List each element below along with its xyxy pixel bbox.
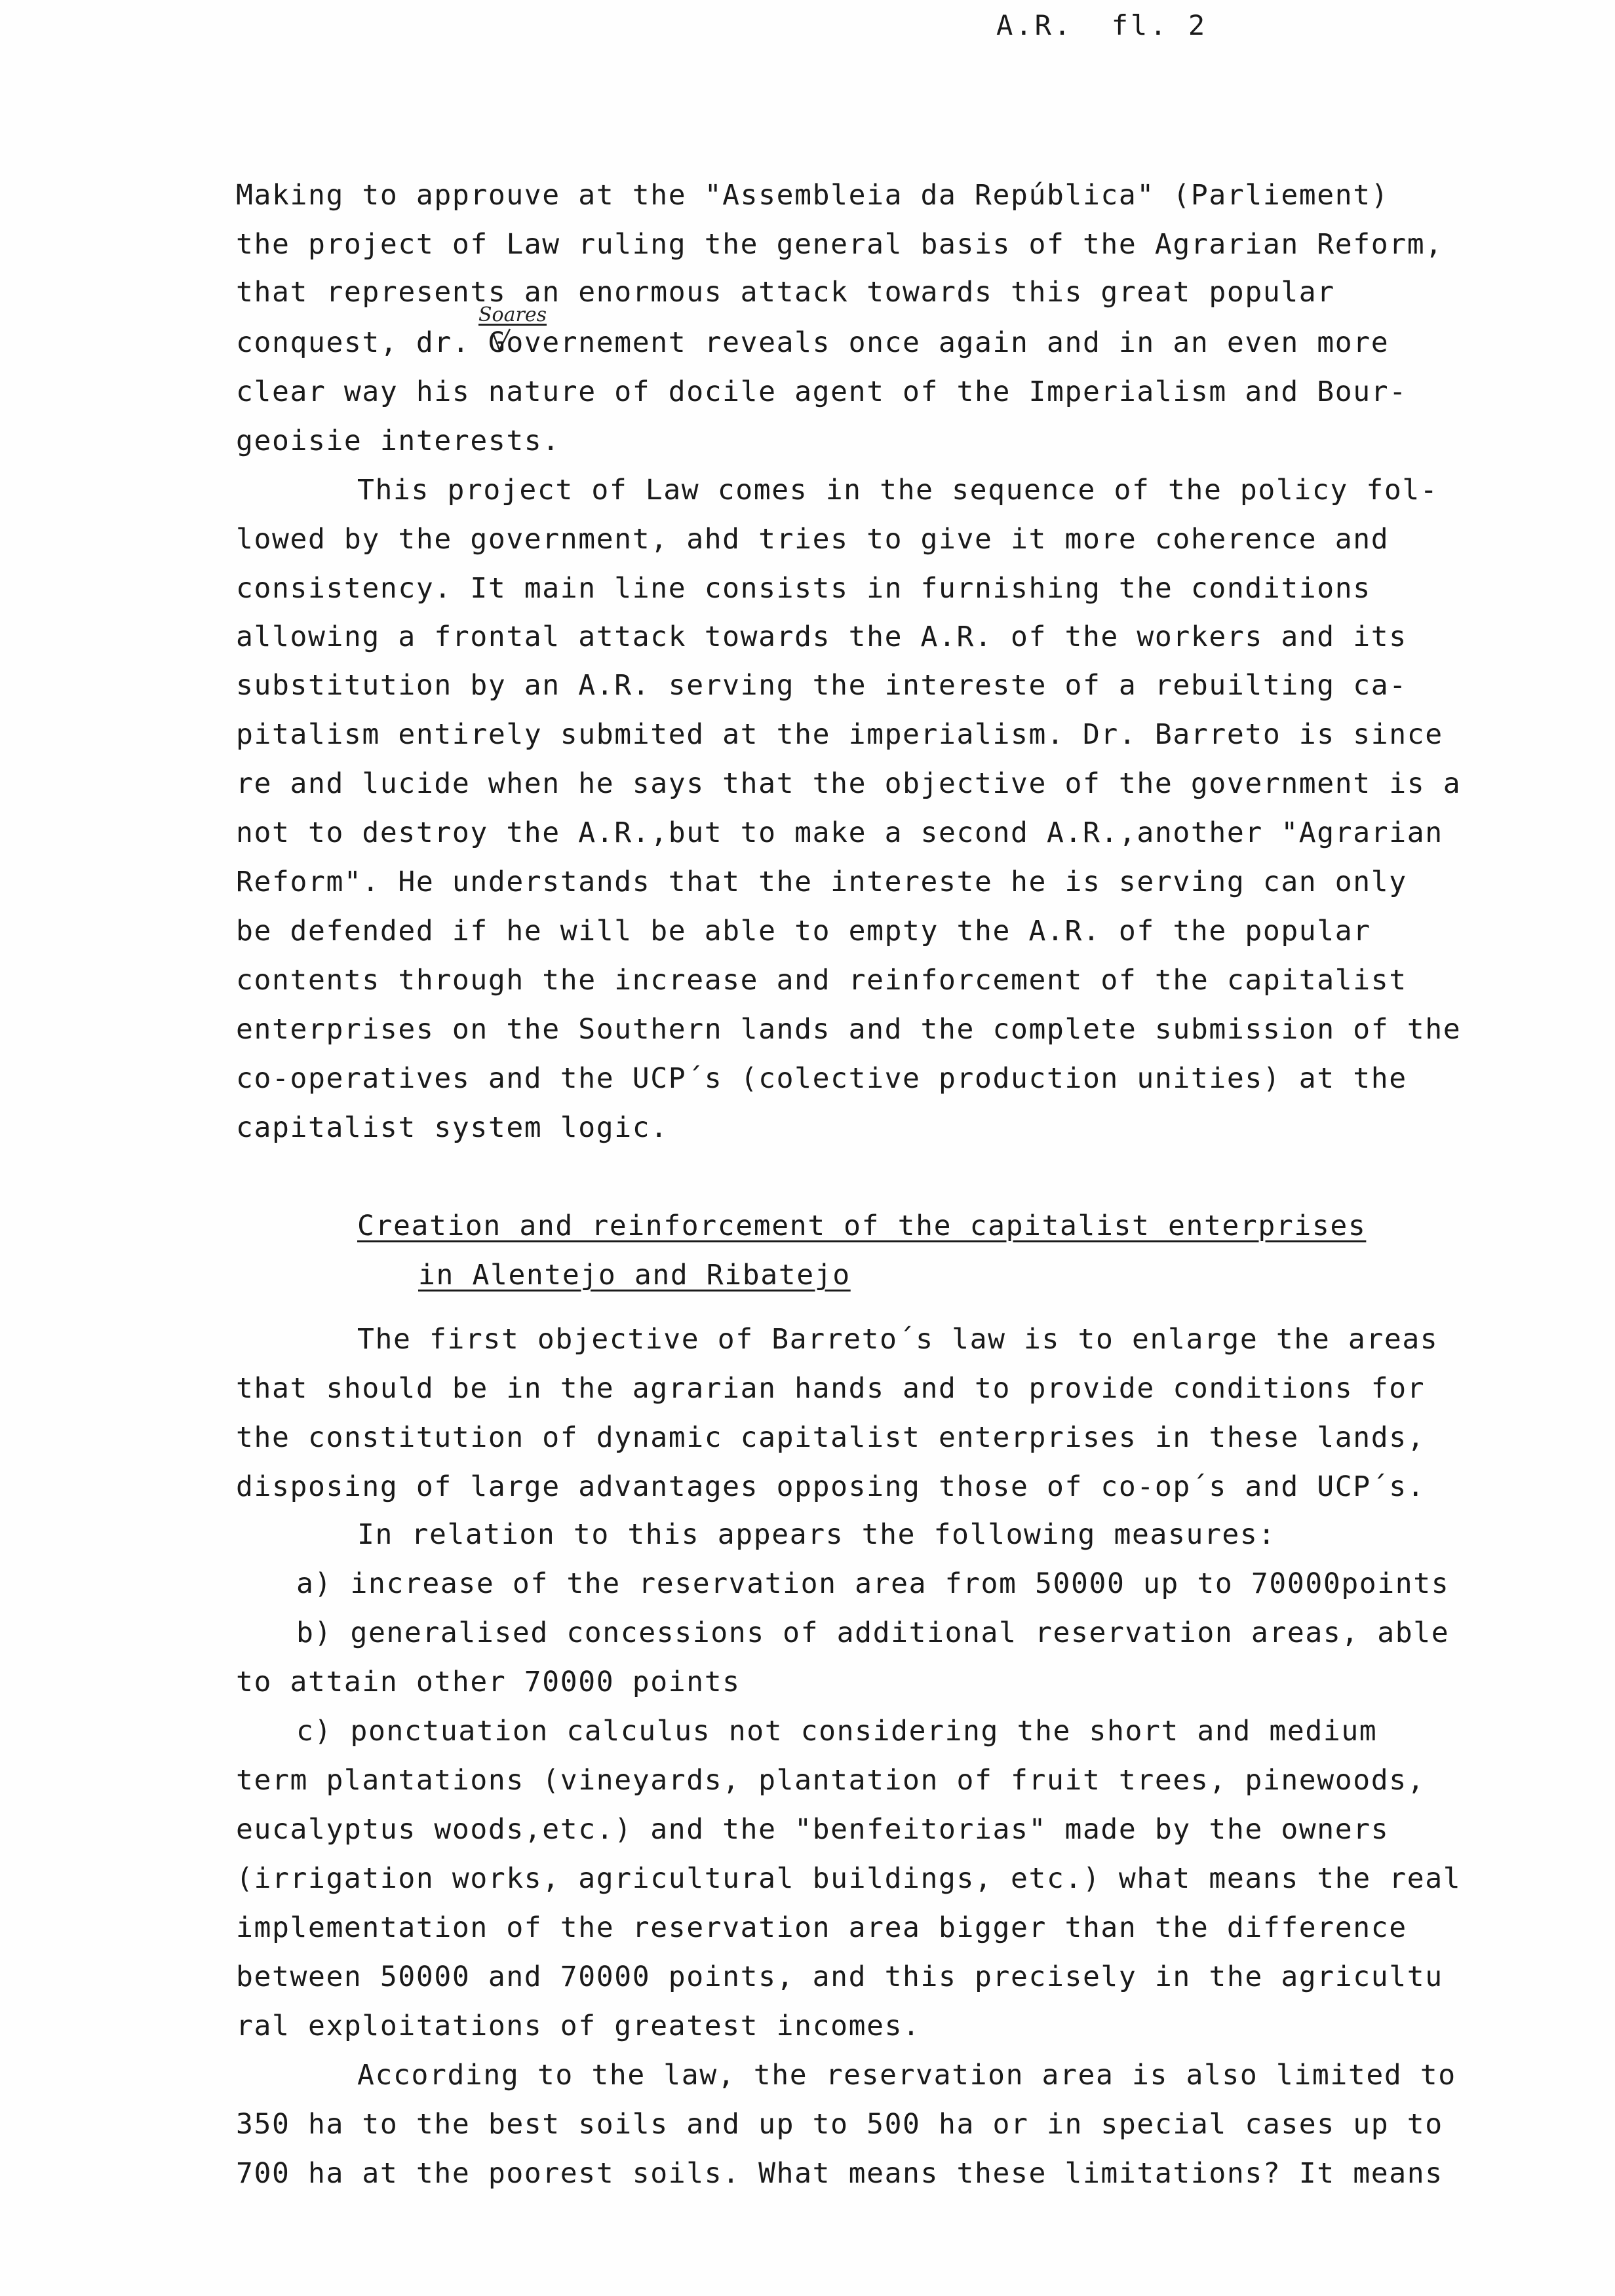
text-line: be defended if he will be able to empty the A.R. of the popular [236,915,1371,947]
text-line: that represents an enormous attack towards this great popular [236,276,1335,309]
text-line: not to destroy the A.R.,but to make a second A.R.,another "Agrarian [236,816,1443,849]
text-line: consistency. It main line consists in furnishing the conditions [236,572,1371,605]
text-line: conquest, dr. Governement reveals once again and in an even more [236,326,1390,359]
text-line: that should be in the agrarian hands and to provide conditions for [236,1372,1426,1405]
text-line: the project of Law ruling the general basis of the Agrarian Reform, [236,228,1443,261]
text-line: eucalyptus woods,etc.) and the "benfeitorias" made by the owners [236,1813,1390,1846]
handwritten-annotation: Soares [478,303,547,326]
text-line: (irrigation works, agricultural buildings, etc.) what means the real [236,1862,1462,1895]
text-line: term plantations (vineyards, plantation of fruit trees, pinewoods, [236,1764,1426,1797]
text-line: pitalism entirely submited at the imperialism. Dr. Barreto is since [236,718,1443,751]
text-line: Reform". He understands that the intereste he is serving can only [236,866,1407,898]
text-line: contents through the increase and reinforcement of the capitalist [236,964,1407,997]
text-line: This project of Law comes in the sequence of the policy fol- [357,474,1439,507]
text-line: between 50000 and 70000 points, and this precisely in the agricultu [236,1961,1443,1993]
list-item-c: c) ponctuation calculus not considering the short and medium [296,1715,1378,1748]
folio-header: A.R. fl. 2 [996,9,1208,41]
list-item-b: b) generalised concessions of additional reservation areas, able [296,1617,1450,1649]
text-line: capitalist system logic. [236,1111,669,1144]
text-line: The first objective of Barreto´s law is to enlarge the areas [357,1323,1439,1356]
text-line: lowed by the government, ahd tries to give it more coherence and [236,523,1390,556]
text-line: Making to approuve at the "Assembleia da República" (Parliement) [236,179,1390,212]
text-line: 700 ha at the poorest soils. What means these limitations? It means [236,2157,1443,2190]
text-line: implementation of the reservation area bigger than the difference [236,1911,1407,1944]
text-line: to attain other 70000 points [236,1666,741,1698]
text-line: In relation to this appears the following measures: [357,1518,1276,1551]
text-line: disposing of large advantages opposing those of co-op´s and UCP´s. [236,1470,1426,1503]
text-line: co-operatives and the UCP´s (colective production unities) at the [236,1062,1407,1095]
text-line: 350 ha to the best soils and up to 500 ha or in special cases up to [236,2108,1443,2141]
text-line: ral exploitations of greatest incomes. [236,2010,921,2042]
text-line: According to the law, the reservation area is also limited to [357,2059,1456,2092]
text-line: re and lucide when he says that the objective of the government is a [236,767,1462,800]
text-line: geoisie interests. [236,425,560,457]
section-heading-continued: in Alentejo and Ribatejo [418,1259,851,1292]
text-line: substitution by an A.R. serving the intereste of a rebuilting ca- [236,669,1407,702]
text-line: enterprises on the Southern lands and the complete submission of the [236,1013,1462,1046]
text-line: allowing a frontal attack towards the A.R. of the workers and its [236,621,1407,653]
text-line: clear way his nature of docile agent of the Imperialism and Bour- [236,375,1407,408]
section-heading: Creation and reinforcement of the capitalist enterprises [357,1210,1367,1242]
text-line: the constitution of dynamic capitalist enterprises in these lands, [236,1421,1426,1454]
list-item-a: a) increase of the reservation area from 50000 up to 70000points [296,1567,1450,1600]
